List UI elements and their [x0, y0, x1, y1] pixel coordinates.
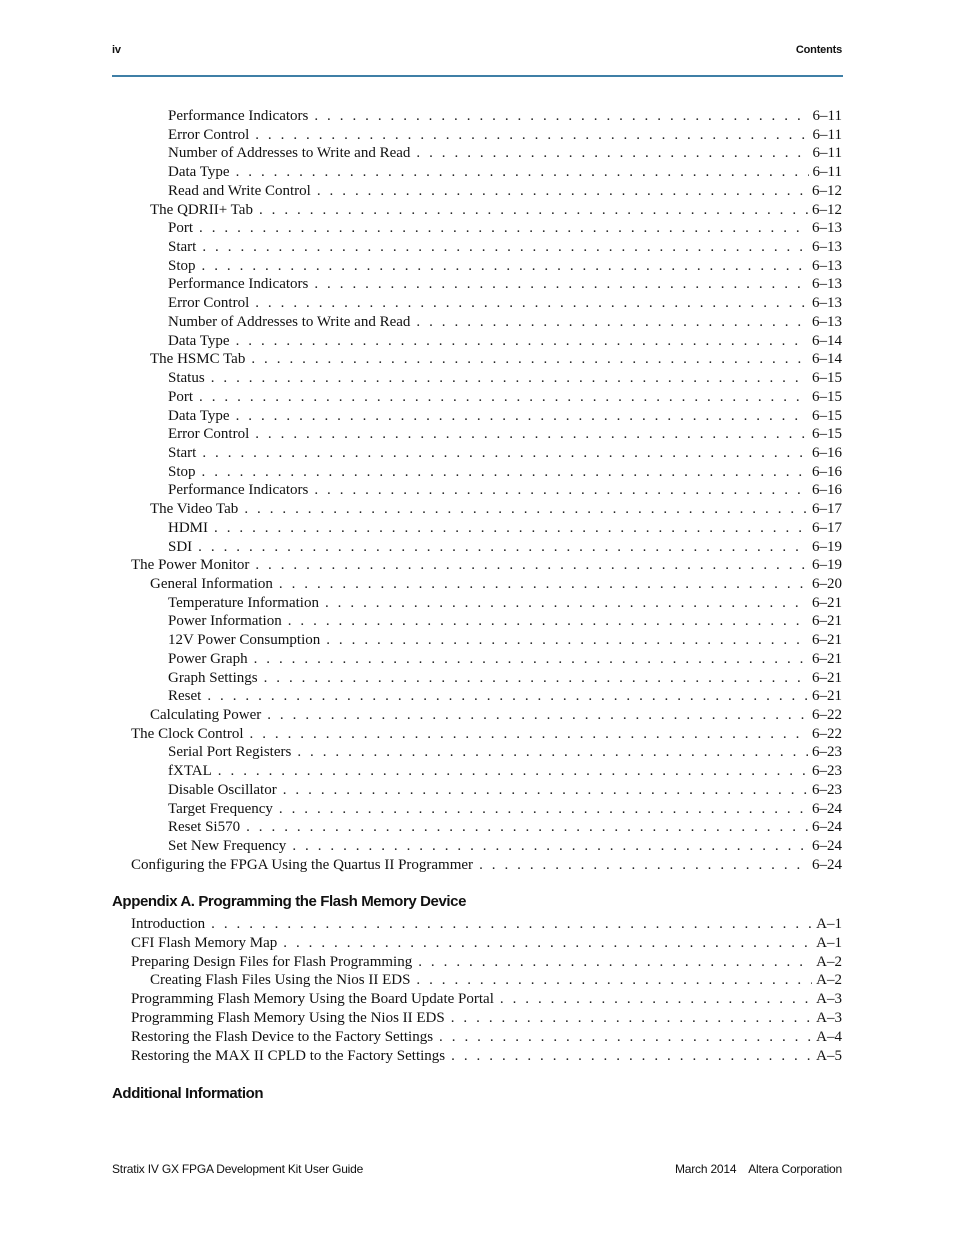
toc-dot-leader	[283, 781, 808, 800]
toc-entry-title: Reset	[168, 688, 202, 705]
toc-dot-leader	[416, 313, 808, 332]
toc-entry[interactable]	[131, 556, 842, 575]
toc-dot-leader	[214, 519, 808, 538]
toc-entry-title: Calculating Power	[150, 707, 262, 724]
toc-entry-page: 6–13	[812, 239, 842, 256]
toc-dot-leader	[314, 275, 808, 294]
toc-entry-page: A–3	[816, 1010, 842, 1026]
toc-entry-title: HDMI	[168, 519, 208, 536]
toc-entry-page: 6–15	[812, 388, 842, 405]
toc-entry[interactable]	[168, 612, 842, 631]
toc-entry-page: 6–21	[812, 613, 842, 630]
toc-entry-title: Data Type	[168, 164, 230, 181]
toc-entry-page: 6–16	[812, 444, 842, 461]
toc-entry-title: 12V Power Consumption	[168, 632, 321, 649]
toc-entry-page: 6–19	[812, 538, 842, 555]
toc-dot-leader	[211, 915, 812, 934]
toc-entry[interactable]	[168, 650, 842, 669]
toc-dot-leader	[297, 743, 808, 762]
toc-entry-title: Status	[168, 370, 205, 387]
toc-entry-page: A–1	[816, 916, 842, 932]
toc-entry-title: Data Type	[168, 407, 230, 424]
header-section-title: Contents	[795, 44, 842, 56]
toc-entry-title: General Information	[150, 576, 273, 592]
toc-entry[interactable]	[150, 706, 842, 725]
footer-guide-title: Stratix IV GX FPGA Development Kit User Guide	[112, 1162, 364, 1176]
toc-entry-title: The Video Tab	[150, 501, 239, 518]
toc-entry-title: Creating Flash Files Using the Nios II EDS	[150, 972, 411, 989]
toc-dot-leader	[500, 990, 812, 1009]
toc-entry[interactable]	[168, 332, 842, 351]
toc-dot-leader	[250, 725, 809, 744]
toc-entry-page: 6–13	[812, 257, 842, 274]
toc-entry-title: Power Graph	[168, 650, 248, 667]
toc-dot-leader	[251, 350, 808, 369]
toc-entry-page: 6–21	[812, 632, 842, 649]
toc-entry[interactable]	[168, 669, 842, 688]
toc-entry-title: Number of Addresses to Write and Read	[168, 145, 411, 162]
toc-entry[interactable]	[168, 257, 842, 276]
toc-entry-title: The QDRII+ Tab	[150, 201, 253, 218]
toc-entry-page: 6–15	[812, 407, 842, 424]
toc-entry[interactable]	[168, 369, 842, 388]
toc-entry[interactable]	[168, 407, 842, 426]
toc-entry-title: CFI Flash Memory Map	[131, 934, 278, 951]
toc-entry[interactable]	[168, 743, 842, 762]
toc-entry-title: Configuring the FPGA Using the Quartus II Programmer	[131, 856, 474, 873]
toc-entry-page: 6–19	[812, 557, 842, 574]
additional-information-heading: Additional Information	[112, 1085, 264, 1102]
toc-entry-page: 6–11	[812, 108, 842, 124]
toc-entry-page: 6–23	[812, 763, 842, 780]
toc-entry[interactable]	[131, 725, 842, 744]
toc-dot-leader	[246, 818, 808, 837]
toc-dot-leader	[439, 1028, 812, 1047]
toc-entry-page: 6–12	[812, 201, 842, 218]
toc-entry-page: 6–11	[812, 145, 842, 162]
toc-entry-title: Start	[168, 444, 197, 461]
toc-entry[interactable]	[168, 818, 842, 837]
toc-entry-title: SDI	[168, 538, 193, 555]
toc-entry-title: Target Frequency	[168, 800, 273, 817]
toc-entry[interactable]	[150, 575, 842, 594]
toc-dot-leader	[479, 856, 808, 875]
toc-dot-leader	[218, 762, 808, 781]
toc-entry-page: 6–17	[812, 519, 842, 536]
toc-entry[interactable]	[168, 762, 842, 781]
toc-entry[interactable]	[168, 313, 842, 332]
toc-entry[interactable]	[168, 144, 842, 163]
toc-dot-leader	[264, 669, 808, 688]
toc-entry[interactable]	[168, 594, 842, 613]
toc-entry[interactable]	[168, 444, 842, 463]
toc-entry-title: Read and Write Control	[168, 182, 311, 199]
header-rule	[112, 75, 843, 77]
toc-entry-title: fXTAL	[168, 763, 212, 780]
toc-entry-title: Start	[168, 239, 197, 256]
toc-dot-leader	[255, 425, 808, 444]
toc-entry-page: A–2	[816, 972, 842, 989]
toc-entry[interactable]	[168, 182, 842, 201]
toc-entry-page: A–4	[816, 1028, 842, 1045]
toc-entry[interactable]	[131, 953, 842, 972]
toc-entry-page: 6–12	[812, 182, 842, 199]
toc-dot-leader	[236, 407, 808, 426]
toc-entry-title: Error Control	[168, 426, 250, 443]
toc-dot-leader	[254, 650, 808, 669]
toc-entry-title: Port	[168, 388, 194, 405]
toc-dot-leader	[236, 163, 809, 182]
toc-entry-title: Introduction	[131, 916, 206, 932]
toc-entry-title: Serial Port Registers	[168, 744, 292, 761]
toc-entry-title: Stop	[168, 257, 196, 274]
toc-entry-page: 6–11	[812, 164, 842, 181]
toc-entry[interactable]	[168, 388, 842, 407]
toc-entry[interactable]	[131, 990, 842, 1009]
toc-dot-leader	[283, 934, 812, 953]
toc-entry-page: 6–16	[812, 463, 842, 480]
toc-dot-leader	[207, 687, 808, 706]
toc-dot-leader	[244, 500, 808, 519]
toc-entry[interactable]	[168, 463, 842, 482]
toc-entry-page: 6–23	[812, 781, 842, 798]
toc-entry[interactable]	[131, 1009, 842, 1028]
toc-entry[interactable]	[168, 837, 842, 856]
toc-dot-leader	[451, 1047, 812, 1066]
toc-dot-leader	[418, 953, 812, 972]
toc-entry-page: 6–24	[812, 819, 842, 836]
toc-entry-page: 6–21	[812, 688, 842, 705]
toc-entry-title: Stop	[168, 463, 196, 480]
toc-entry-page: 6–22	[812, 707, 842, 724]
toc-entry[interactable]	[168, 294, 842, 313]
toc-entry[interactable]	[150, 201, 842, 220]
header-page-number: iv	[112, 44, 121, 56]
toc-entry-title: Error Control	[168, 295, 250, 312]
toc-entry-page: A–1	[816, 934, 842, 951]
toc-dot-leader	[202, 257, 808, 276]
toc-entry[interactable]	[131, 934, 842, 953]
toc-entry-page: 6–23	[812, 744, 842, 761]
toc-entry[interactable]	[168, 519, 842, 538]
toc-entry-page: 6–13	[812, 295, 842, 312]
toc-entry-title: Performance Indicators	[168, 482, 309, 499]
toc-dot-leader	[259, 201, 808, 220]
toc-entry-title: Data Type	[168, 332, 230, 349]
toc-dot-leader	[198, 538, 808, 557]
toc-entry-title: Disable Oscillator	[168, 781, 277, 798]
toc-dot-leader	[279, 800, 808, 819]
toc-entry[interactable]	[168, 800, 842, 819]
toc-entry[interactable]	[168, 425, 842, 444]
toc-entry[interactable]	[168, 631, 842, 650]
toc-dot-leader	[255, 126, 808, 145]
toc-entry[interactable]	[168, 163, 842, 182]
toc-entry-title: Reset Si570	[168, 819, 241, 836]
toc-dot-leader	[211, 369, 808, 388]
toc-entry[interactable]	[131, 1028, 842, 1047]
toc-entry-page: 6–15	[812, 370, 842, 387]
toc-dot-leader	[292, 837, 808, 856]
toc-entry-page: 6–21	[812, 669, 842, 686]
toc-entry-page: 6–20	[812, 576, 842, 592]
toc-dot-leader	[267, 706, 808, 725]
toc-entry-page: 6–17	[812, 501, 842, 518]
toc-dot-leader	[202, 444, 808, 463]
toc-entry[interactable]	[131, 915, 842, 934]
toc-entry[interactable]	[150, 350, 842, 369]
toc-entry-page: 6–24	[812, 800, 842, 817]
toc-dot-leader	[236, 332, 808, 351]
toc-entry[interactable]	[168, 781, 842, 800]
toc-dot-leader	[199, 219, 808, 238]
toc-entry-page: 6–13	[812, 220, 842, 237]
toc-entry-page: 6–11	[812, 126, 842, 143]
toc-entry-page: A–3	[816, 991, 842, 1008]
toc-entry[interactable]	[168, 538, 842, 557]
toc-entry-title: Programming Flash Memory Using the Board Update Portal	[131, 991, 494, 1008]
toc-entry[interactable]	[168, 126, 842, 145]
toc-entry-title: Restoring the MAX II CPLD to the Factory Settings	[131, 1047, 446, 1064]
toc-entry-title: Port	[168, 220, 194, 237]
toc-entry[interactable]	[168, 107, 842, 126]
toc-entry[interactable]	[131, 1047, 842, 1066]
toc-dot-leader	[314, 107, 808, 126]
toc-entry[interactable]	[168, 687, 842, 706]
toc-entry-title: Set New Frequency	[168, 838, 287, 855]
toc-entry-title: Error Control	[168, 126, 250, 143]
toc-entry-title: The Power Monitor	[131, 557, 250, 574]
toc-entry-title: Preparing Design Files for Flash Programming	[131, 953, 413, 970]
toc-dot-leader	[325, 594, 808, 613]
toc-dot-leader	[416, 144, 808, 163]
toc-entry-page: 6–16	[812, 482, 842, 499]
toc-entry-title: The Clock Control	[131, 725, 244, 742]
toc-entry-page: A–5	[816, 1047, 842, 1064]
toc-entry-page: 6–14	[812, 332, 842, 349]
toc-entry-page: 6–15	[812, 426, 842, 443]
toc-entry-page: 6–21	[812, 594, 842, 611]
toc-entry-page: 6–13	[812, 276, 842, 293]
toc-entry-title: Performance Indicators	[168, 108, 309, 124]
toc-entry-title: Restoring the Flash Device to the Factory Settings	[131, 1028, 434, 1045]
toc-dot-leader	[326, 631, 808, 650]
toc-entry[interactable]	[168, 219, 842, 238]
toc-dot-leader	[202, 463, 808, 482]
toc-dot-leader	[255, 556, 808, 575]
toc-entry-title: Number of Addresses to Write and Read	[168, 313, 411, 330]
toc-dot-leader	[288, 612, 808, 631]
toc-dot-leader	[202, 238, 808, 257]
toc-entry[interactable]	[150, 500, 842, 519]
toc-entry-page: 6–21	[812, 650, 842, 667]
toc-entry-title: Programming Flash Memory Using the Nios II EDS	[131, 1010, 445, 1026]
toc-entry-page: 6–24	[812, 856, 842, 873]
toc-entry-title: Performance Indicators	[168, 276, 309, 293]
toc-entry-page: 6–14	[812, 351, 842, 368]
toc-dot-leader	[416, 971, 812, 990]
toc-dot-leader	[317, 182, 808, 201]
toc-entry-page: 6–24	[812, 838, 842, 855]
toc-entry[interactable]	[150, 971, 842, 990]
toc-entry[interactable]	[168, 275, 842, 294]
toc-entry[interactable]	[131, 856, 842, 875]
toc-entry[interactable]	[168, 481, 842, 500]
toc-dot-leader	[451, 1009, 812, 1028]
toc-dot-leader	[255, 294, 808, 313]
toc-dot-leader	[199, 388, 808, 407]
toc-entry-title: Temperature Information	[168, 594, 319, 611]
toc-entry-page: 6–13	[812, 313, 842, 330]
toc-entry-title: Graph Settings	[168, 669, 258, 686]
toc-entry-page: 6–22	[812, 725, 842, 742]
footer-date-company: March 2014 Altera Corporation	[674, 1162, 842, 1176]
toc-dot-leader	[279, 575, 808, 594]
toc-entry-title: The HSMC Tab	[150, 351, 246, 368]
toc-entry[interactable]	[168, 238, 842, 257]
appendix-a-heading: Appendix A. Programming the Flash Memory Device	[112, 893, 467, 910]
toc-dot-leader	[314, 481, 808, 500]
toc-entry-page: A–2	[816, 953, 842, 970]
toc-entry-title: Power Information	[168, 613, 282, 630]
